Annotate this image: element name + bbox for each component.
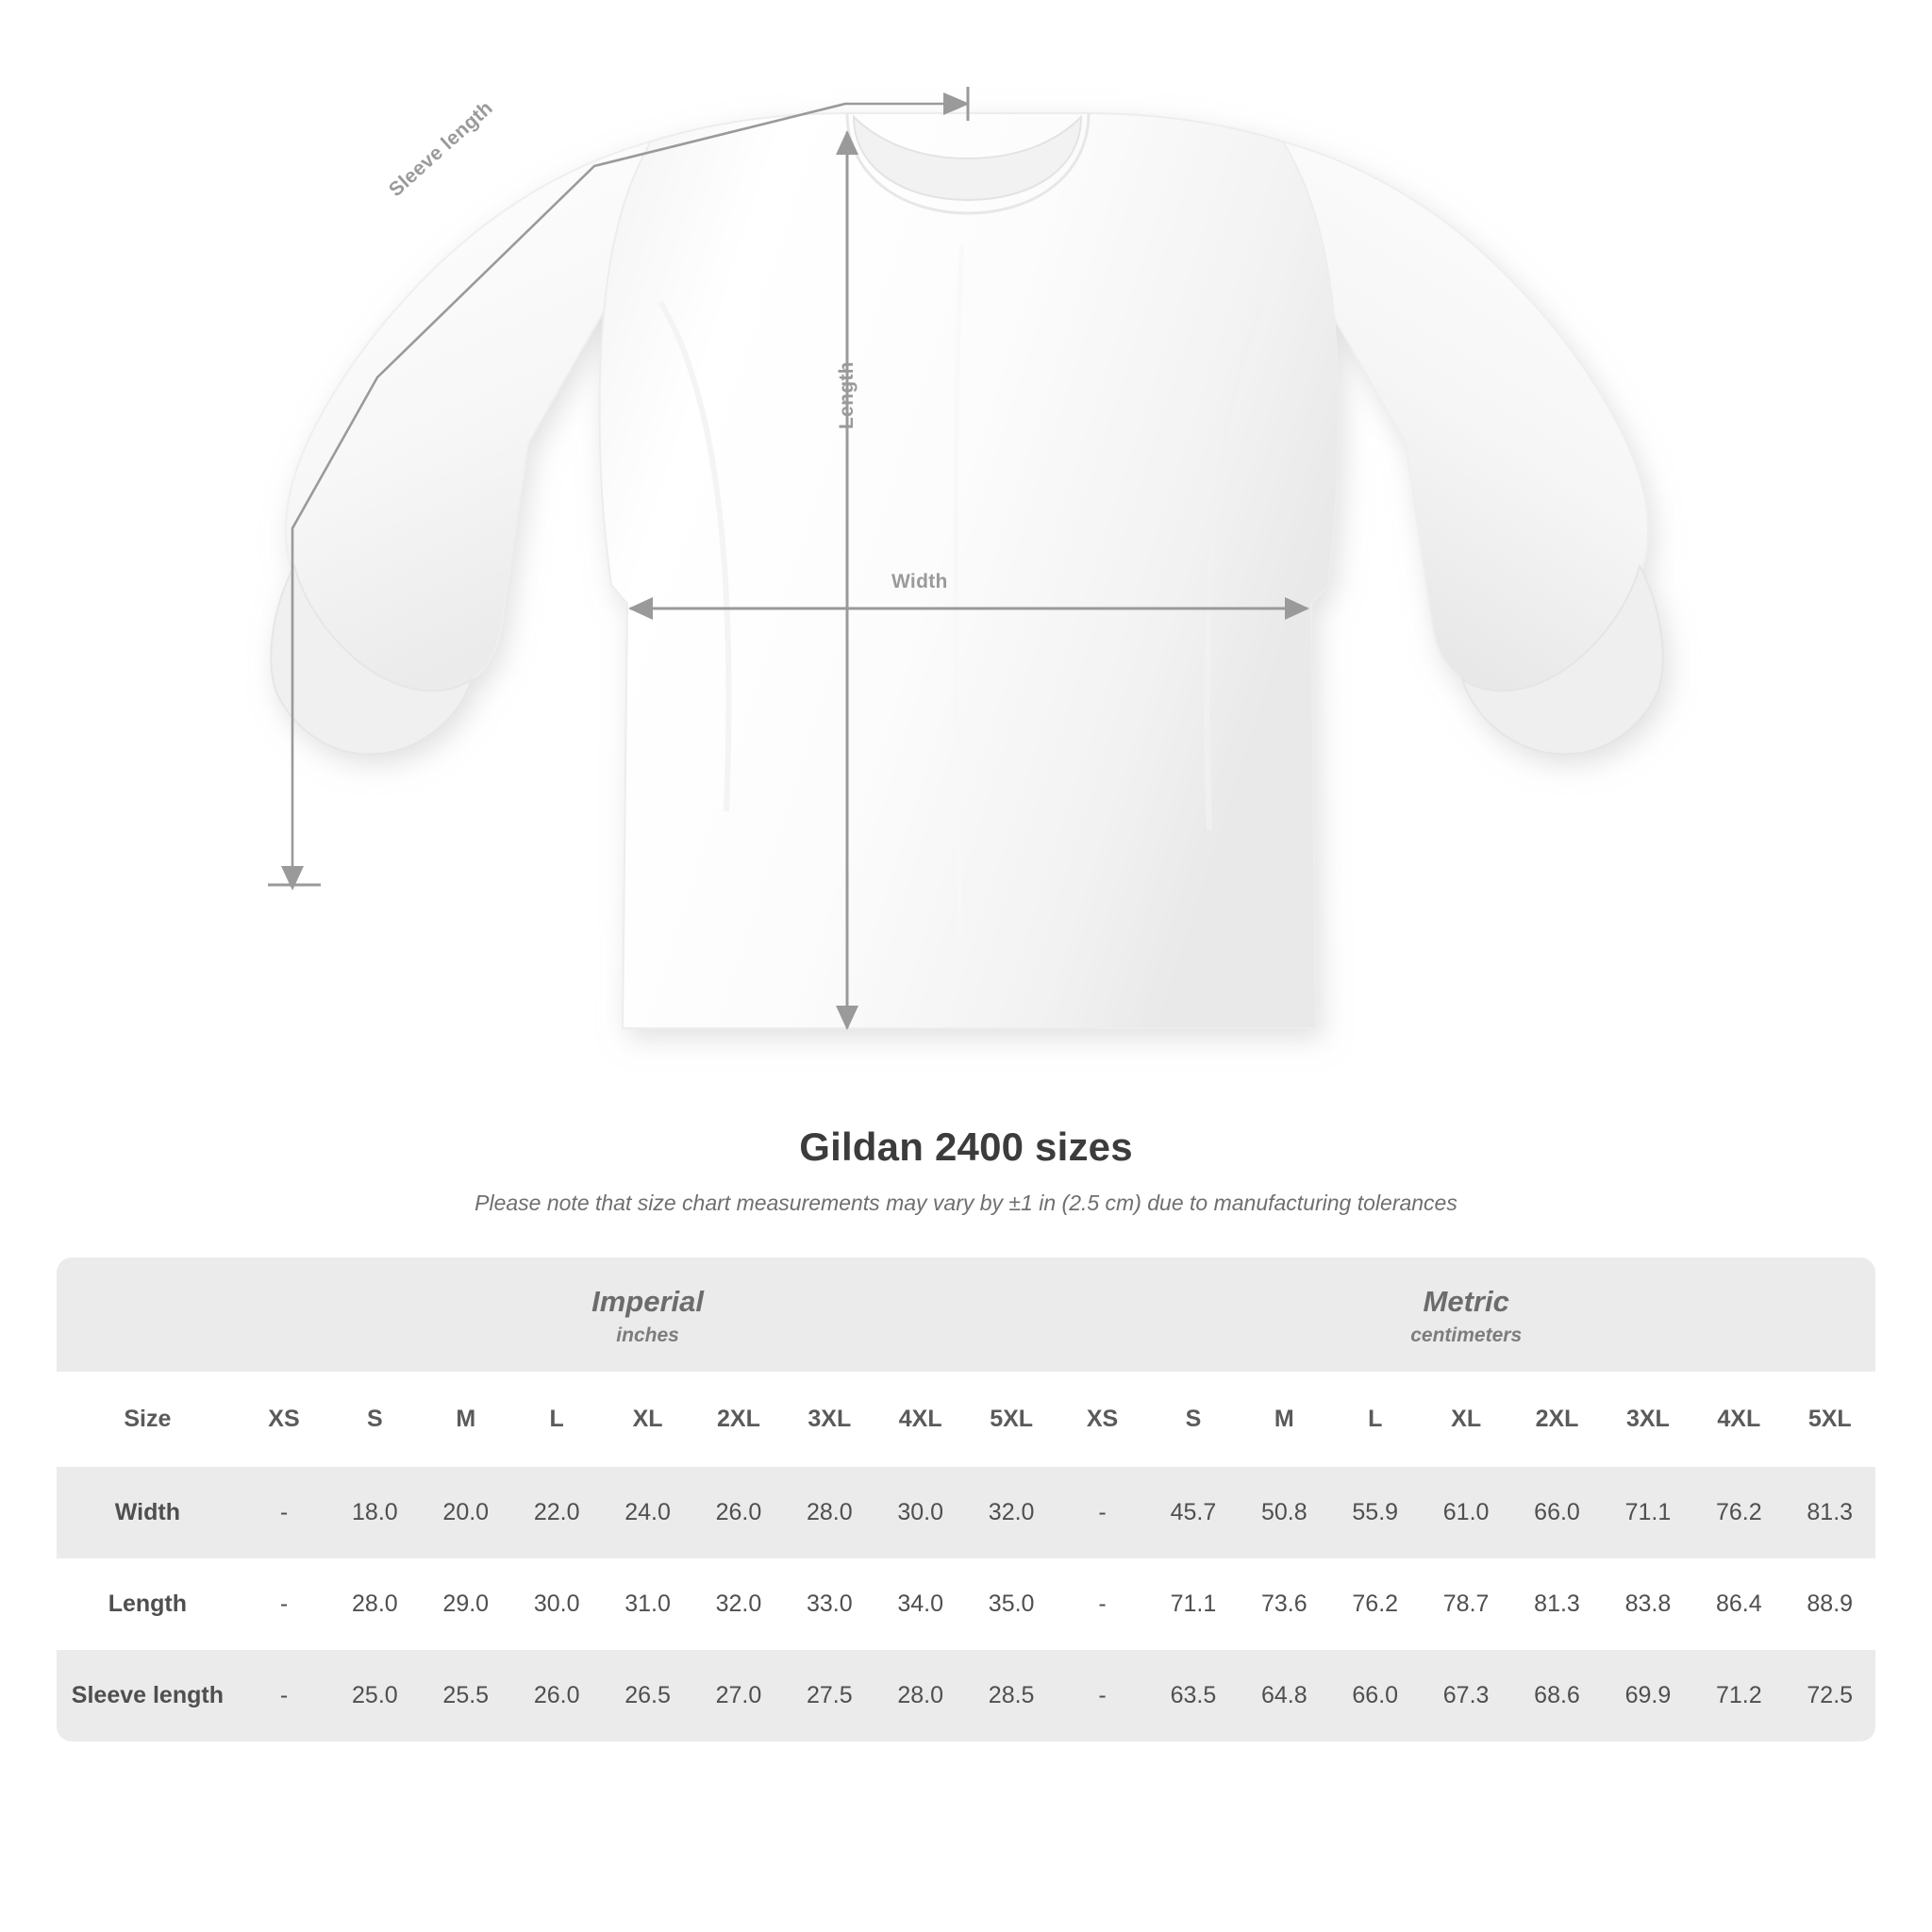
unit-group-metric xyxy=(1057,1257,1875,1372)
size-col-imperial-l: L xyxy=(511,1372,602,1467)
size-col-imperial-3xl: 3XL xyxy=(784,1372,874,1467)
cell-length-imperial-4xl: 34.0 xyxy=(875,1558,966,1650)
size-header-row xyxy=(57,1372,1875,1467)
cell-length-imperial-3xl: 33.0 xyxy=(784,1558,874,1650)
cell-sleeve-metric-l: 66.0 xyxy=(1330,1650,1421,1741)
cell-sleeve-metric-xl: 67.3 xyxy=(1421,1650,1511,1741)
cell-sleeve-metric-2xl: 68.6 xyxy=(1511,1650,1602,1741)
size-table-container xyxy=(57,1257,1875,1741)
size-col-imperial-4xl: 4XL xyxy=(875,1372,966,1467)
cell-length-metric-s: 71.1 xyxy=(1148,1558,1239,1650)
page-title: Gildan 2400 sizes xyxy=(799,1124,1133,1169)
row-label-length: Length xyxy=(57,1558,239,1650)
cell-width-imperial-m: 20.0 xyxy=(421,1467,511,1558)
table-row xyxy=(57,1650,1875,1741)
cell-sleeve-metric-m: 64.8 xyxy=(1239,1650,1329,1741)
cell-width-metric-4xl: 76.2 xyxy=(1693,1467,1784,1558)
unit-header-row xyxy=(57,1257,1875,1372)
size-col-imperial-s: S xyxy=(329,1372,420,1467)
width-dimension-label: Width xyxy=(891,571,948,592)
cell-length-imperial-l: 30.0 xyxy=(511,1558,602,1650)
cell-width-metric-m: 50.8 xyxy=(1239,1467,1329,1558)
cell-length-metric-5xl: 88.9 xyxy=(1784,1558,1875,1650)
size-col-metric-4xl: 4XL xyxy=(1693,1372,1784,1467)
cell-width-metric-2xl: 66.0 xyxy=(1511,1467,1602,1558)
unit-group-metric-name: Metric xyxy=(1423,1285,1509,1318)
cell-width-metric-s: 45.7 xyxy=(1148,1467,1239,1558)
cell-sleeve-imperial-3xl: 27.5 xyxy=(784,1650,874,1741)
unit-group-imperial xyxy=(239,1257,1058,1372)
shirt-shape xyxy=(271,113,1662,1028)
length-dimension-label: Length xyxy=(836,361,858,429)
cell-length-metric-3xl: 83.8 xyxy=(1603,1558,1693,1650)
size-col-imperial-xs: XS xyxy=(239,1372,329,1467)
cell-length-imperial-2xl: 32.0 xyxy=(693,1558,784,1650)
cell-width-imperial-xl: 24.0 xyxy=(602,1467,692,1558)
title-block xyxy=(0,1124,1932,1216)
cell-width-metric-3xl: 71.1 xyxy=(1603,1467,1693,1558)
cell-width-metric-xs: - xyxy=(1057,1467,1147,1558)
size-col-metric-5xl: 5XL xyxy=(1784,1372,1875,1467)
cell-width-imperial-3xl: 28.0 xyxy=(784,1467,874,1558)
size-header-cell: Size xyxy=(57,1372,239,1467)
cell-sleeve-imperial-xs: - xyxy=(239,1650,329,1741)
cell-width-imperial-s: 18.0 xyxy=(329,1467,420,1558)
cell-sleeve-metric-5xl: 72.5 xyxy=(1784,1650,1875,1741)
cell-sleeve-imperial-s: 25.0 xyxy=(329,1650,420,1741)
size-col-metric-2xl: 2XL xyxy=(1511,1372,1602,1467)
cell-length-metric-xs: - xyxy=(1057,1558,1147,1650)
unit-group-imperial-sub: inches xyxy=(616,1324,679,1347)
cell-width-imperial-l: 22.0 xyxy=(511,1467,602,1558)
size-col-metric-3xl: 3XL xyxy=(1603,1372,1693,1467)
cell-width-imperial-5xl: 32.0 xyxy=(966,1467,1057,1558)
cell-length-metric-l: 76.2 xyxy=(1330,1558,1421,1650)
unit-group-metric-sub: centimeters xyxy=(1410,1324,1523,1347)
cell-sleeve-imperial-2xl: 27.0 xyxy=(693,1650,784,1741)
size-col-metric-s: S xyxy=(1148,1372,1239,1467)
cell-width-imperial-4xl: 30.0 xyxy=(875,1467,966,1558)
cell-width-imperial-xs: - xyxy=(239,1467,329,1558)
cell-width-imperial-2xl: 26.0 xyxy=(693,1467,784,1558)
cell-sleeve-imperial-m: 25.5 xyxy=(421,1650,511,1741)
cell-sleeve-imperial-xl: 26.5 xyxy=(602,1650,692,1741)
cell-sleeve-imperial-4xl: 28.0 xyxy=(875,1650,966,1741)
cell-length-imperial-xs: - xyxy=(239,1558,329,1650)
cell-width-metric-xl: 61.0 xyxy=(1421,1467,1511,1558)
table-row xyxy=(57,1467,1875,1558)
cell-sleeve-imperial-l: 26.0 xyxy=(511,1650,602,1741)
sleeve-length-dimension-label: Sleeve length xyxy=(385,96,497,202)
cell-sleeve-metric-4xl: 71.2 xyxy=(1693,1650,1784,1741)
row-label-width: Width xyxy=(57,1467,239,1558)
table-row xyxy=(57,1558,1875,1650)
size-col-metric-l: L xyxy=(1330,1372,1421,1467)
size-col-metric-xs: XS xyxy=(1057,1372,1147,1467)
size-col-metric-m: M xyxy=(1239,1372,1329,1467)
cell-length-imperial-5xl: 35.0 xyxy=(966,1558,1057,1650)
cell-sleeve-metric-s: 63.5 xyxy=(1148,1650,1239,1741)
size-col-imperial-2xl: 2XL xyxy=(693,1372,784,1467)
cell-sleeve-metric-xs: - xyxy=(1057,1650,1147,1741)
cell-length-imperial-xl: 31.0 xyxy=(602,1558,692,1650)
cell-width-metric-5xl: 81.3 xyxy=(1784,1467,1875,1558)
size-col-metric-xl: XL xyxy=(1421,1372,1511,1467)
unit-header-spacer xyxy=(57,1257,239,1372)
cell-sleeve-metric-3xl: 69.9 xyxy=(1603,1650,1693,1741)
cell-length-metric-xl: 78.7 xyxy=(1421,1558,1511,1650)
cell-length-metric-4xl: 86.4 xyxy=(1693,1558,1784,1650)
cell-width-metric-l: 55.9 xyxy=(1330,1467,1421,1558)
size-col-imperial-5xl: 5XL xyxy=(966,1372,1057,1467)
cell-length-imperial-m: 29.0 xyxy=(421,1558,511,1650)
size-col-imperial-xl: XL xyxy=(602,1372,692,1467)
size-col-imperial-m: M xyxy=(421,1372,511,1467)
cell-length-metric-m: 73.6 xyxy=(1239,1558,1329,1650)
cell-length-imperial-s: 28.0 xyxy=(329,1558,420,1650)
size-table xyxy=(57,1257,1875,1741)
cell-sleeve-imperial-5xl: 28.5 xyxy=(966,1650,1057,1741)
row-label-sleeve-length: Sleeve length xyxy=(57,1650,239,1741)
unit-group-imperial-name: Imperial xyxy=(591,1285,705,1318)
cell-length-metric-2xl: 81.3 xyxy=(1511,1558,1602,1650)
tolerance-note: Please note that size chart measurements may vary by ±1 in (2.5 cm) due to manufacturing tolerances xyxy=(475,1191,1457,1215)
